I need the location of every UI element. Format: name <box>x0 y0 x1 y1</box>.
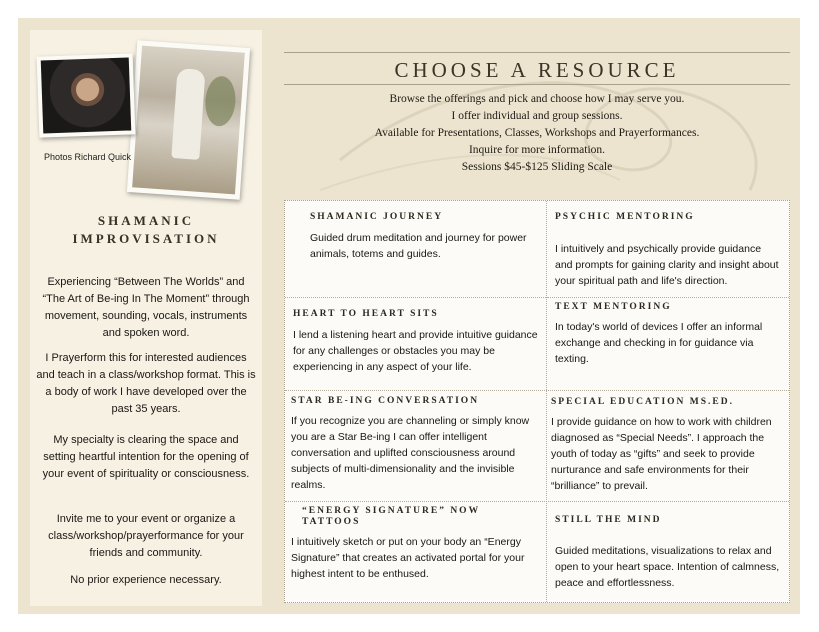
header-rule-top <box>284 52 790 53</box>
header-line-2: I offer individual and group sessions. <box>451 110 623 122</box>
resource-text-heart-to-heart: I lend a listening heart and provide intuitive guidance for any challenges or obstacles you may be experiencing in any aspect of your life. <box>293 329 538 373</box>
grid-divider <box>285 501 789 502</box>
resource-title-heart-to-heart: HEART TO HEART SITS <box>293 309 439 319</box>
left-section-title: SHAMANIC IMPROVISATION <box>72 213 220 246</box>
grid-divider-vertical <box>546 201 547 602</box>
left-paragraph-5: No prior experience necessary. <box>70 574 222 586</box>
resource-title-text-mentoring: TEXT MENTORING <box>555 302 672 312</box>
left-paragraph-2: I Prayerform this for interested audiences and teach in a class/workshop format. This is a body of work I have developed over the past 35 years. <box>36 352 256 415</box>
resource-text-energy-signature: I intuitively sketch or put on your body an “Energy Signature” that creates an activated portal for your highest intent to be enthused. <box>291 536 525 580</box>
grid-divider <box>285 390 789 391</box>
resource-text-still-the-mind: Guided meditations, visualizations to relax and open to your heart space. Intention of calmness, peace and effortlessness. <box>555 545 780 589</box>
header-line-5: Sessions $45-$125 Sliding Scale <box>461 161 613 173</box>
left-paragraph-3: My specialty is clearing the space and setting heartful intention for the opening of your event of spirituality or consciousness. <box>42 434 250 480</box>
page-title: CHOOSE A RESOURCE <box>394 58 680 82</box>
resource-title-still-the-mind: STILL THE MIND <box>555 515 662 525</box>
header-line-1: Browse the offerings and pick and choose how I may serve you. <box>389 93 685 105</box>
header-rule-bottom <box>284 84 790 85</box>
portrait-photo <box>37 53 136 137</box>
resource-title-star-being: STAR BE-ING CONVERSATION <box>291 396 480 406</box>
resource-title-shamanic-journey: SHAMANIC JOURNEY <box>310 212 444 222</box>
left-paragraph-4: Invite me to your event or organize a class/workshop/prayerformance for your friends and community. <box>48 513 244 559</box>
resource-text-psychic-mentoring: I intuitively and psychically provide guidance and prompts for gaining clarity and insight about your spiritual path and life's direction. <box>555 243 779 287</box>
grid-divider <box>285 297 546 298</box>
resource-text-text-mentoring: In today's world of devices I offer an informal exchange and checking in for guidance via texting. <box>555 321 763 365</box>
resource-title-special-education: SPECIAL EDUCATION MS.ED. <box>551 397 734 407</box>
resource-text-star-being: If you recognize you are channeling or simply know you are a Star Be-ing I can offer intelligent conversation and uplifted consciousness around subjects of multi-dimensionality and the invisible realms. <box>291 415 530 491</box>
left-paragraph-1: Experiencing “Between The Worlds” and “The Art of Be-ing In The Moment” through movement, sounding, vocals, instruments and spoken word. <box>42 276 250 339</box>
grid-divider <box>547 297 789 298</box>
photo-credit: Photos Richard Quick <box>44 152 132 162</box>
resource-text-shamanic-journey: Guided drum meditation and journey for power animals, totems and guides. <box>310 232 527 260</box>
header-line-3: Available for Presentations, Classes, Workshops and Prayerformances. <box>374 127 700 139</box>
resource-title-energy-signature: “ENERGY SIGNATURE” NOW TATTOOS <box>302 506 480 527</box>
resource-text-special-education: I provide guidance on how to work with children diagnosed as “Special Needs”. I approach the youth of today as “gifts” and seek to provide nurturance and safe environments for their “brilliance” to prevail. <box>551 416 772 492</box>
resource-title-psychic-mentoring: PSYCHIC MENTORING <box>555 212 695 222</box>
header-line-4: Inquire for more information. <box>468 144 606 156</box>
performance-photo <box>127 40 250 200</box>
